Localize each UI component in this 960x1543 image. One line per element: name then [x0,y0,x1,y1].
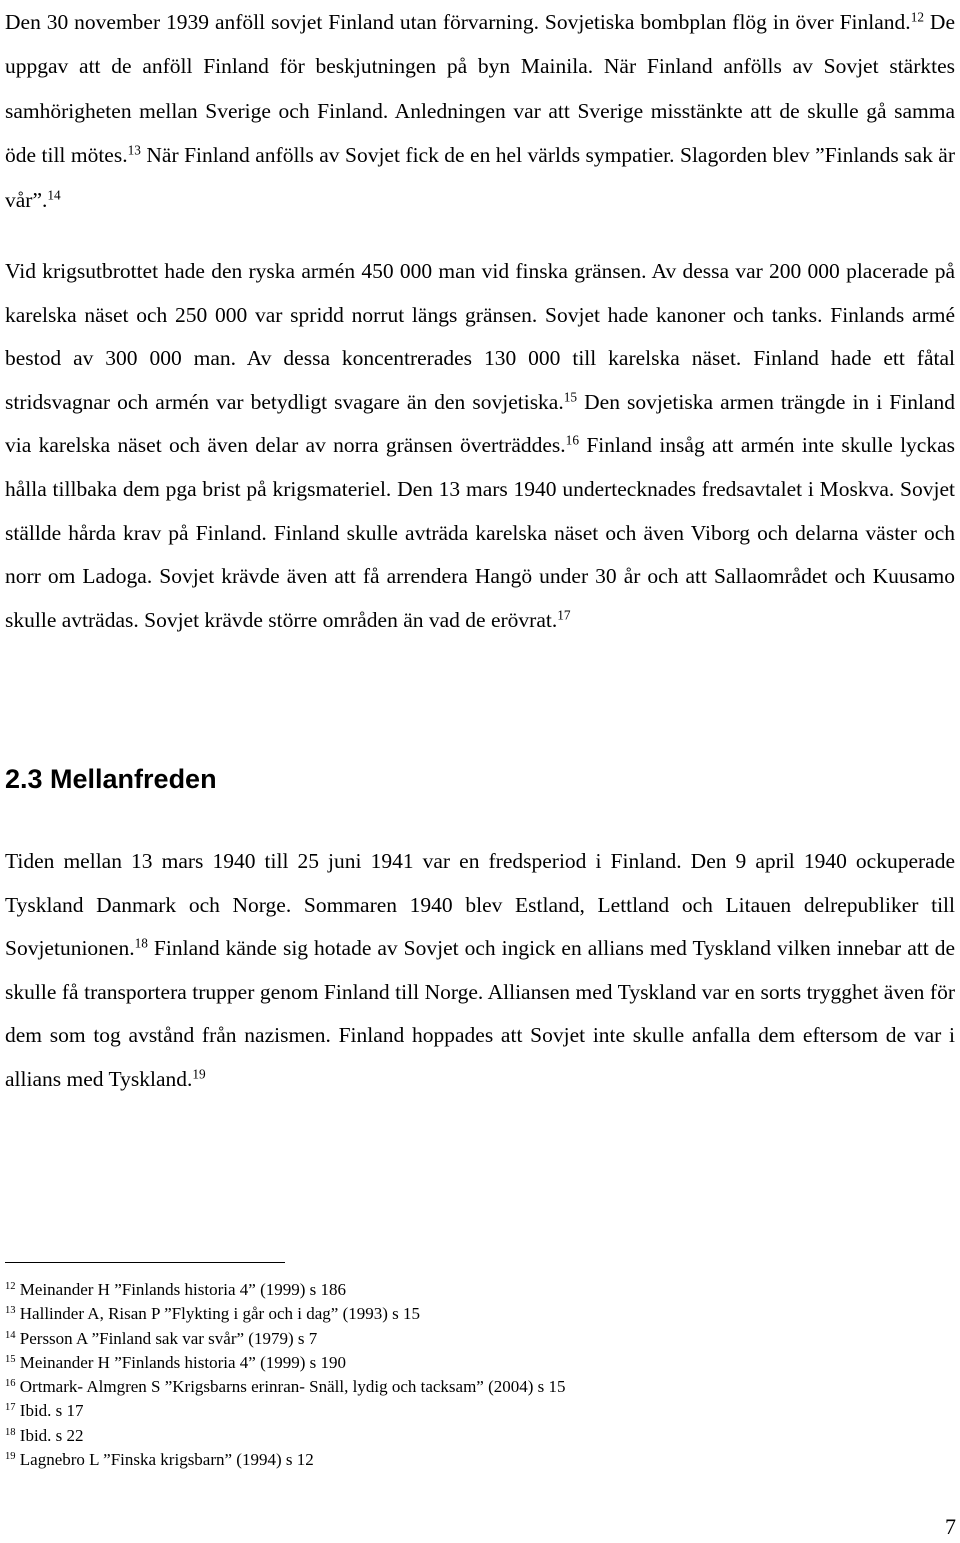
footnote-text: Hallinder A, Risan P ”Flykting i går och i dag” (1993) s 15 [15,1304,421,1324]
footnote-item [5,1375,566,1399]
footnote-divider [5,1262,285,1263]
page-number: 7 [945,1514,956,1539]
footnote-number: 13 [5,1305,16,1317]
footnote-number: 16 [5,1378,16,1390]
section-heading: 2.3 Mellanfreden [5,764,217,794]
footnote-ref: 17 [557,607,571,623]
footnote-number: 17 [5,1402,16,1414]
footnote-text: Meinander H ”Finlands historia 4” (1999) s 190 [15,1352,347,1372]
footnote-ref: 18 [134,935,148,951]
footnote-ref: 19 [192,1066,206,1082]
paragraph-text: När Finland anfölls av Sovjet fick de en hel världs sympatier. Slagorden blev ”Finlands sak är vår”. [5,143,956,212]
footnote-item [5,1399,566,1423]
paragraph-text: De uppgav att de anföll Finland för beskjutningen på byn Mainila. När Finland anfölls av Sovjet stärktes samhörigheten mellan Sverige och Finland. Anledningen var att Sverige misstänkte att de skulle gå samma öde till mötes. [5,10,956,168]
paragraph-text: Finland kände sig hotade av Sovjet och ingick en allians med Tyskland vilken innebar att de skulle få transportera trupper genom Finland till Norge. Alliansen med Tyskland var en sorts trygghet även för dem som tog avstånd från nazismen. Finland hoppades att Sovjet inte skulle anfalla dem eftersom de var i allians med Tyskland. [5,936,955,1091]
footnote-item [5,1448,566,1472]
footnote-item [5,1302,566,1326]
body-paragraph [5,840,955,1102]
footnote-ref: 16 [565,433,579,449]
footnote-text: Lagnebro L ”Finska krigsbarn” (1994) s 12 [15,1450,314,1470]
footnote-text: Ibid. s 22 [15,1425,84,1445]
paragraph-text: Tiden mellan 13 mars 1940 till 25 juni 1941 var en fredsperiod i Finland. Den 9 april 1940 ockuperade Tyskland Danmark och Norge. Sommaren 1940 blev Estland, Lettland och Litauen delrepubliker till Sovjetunionen. [5,849,955,961]
paragraph-text: Den 30 november 1939 anföll sovjet Finland utan förvarning. Sovjetiska bombplan flög in över Finland. [5,10,911,34]
footnote-list [5,1278,566,1472]
footnote-text: Ibid. s 17 [15,1401,84,1421]
footnote-item [5,1424,566,1448]
paragraph-text: Den sovjetiska armen trängde in i Finland via karelska näset och även delar av norra gränsen överträddes. [5,389,956,458]
footnote-ref: 14 [47,187,61,203]
footnote-item [5,1351,566,1375]
footnote-ref: 13 [127,142,141,158]
footnote-number: 14 [5,1329,16,1341]
footnote-item [5,1278,566,1302]
footnote-text: Ortmark- Almgren S ”Krigsbarns erinran- Snäll, lydig och tacksam” (2004) s 15 [15,1377,566,1397]
footnote-ref: 15 [563,389,578,405]
footnote-text: Persson A ”Finland sak var svår” (1979) s 7 [15,1328,318,1348]
footnote-number: 12 [5,1281,16,1293]
footnote-number: 19 [5,1451,16,1463]
body-paragraph [5,0,955,222]
footnote-number: 15 [5,1354,16,1366]
footnote-item [5,1327,566,1351]
body-paragraph [5,250,955,642]
footnote-ref: 12 [910,9,925,25]
paragraph-text: Finland insåg att armén inte skulle lyckas hålla tillbaka dem pga brist på krigsmateriel. Den 13 mars 1940 undertecknades fredsavtalet i Moskva. Sovjet ställde hårda krav på Finland. Finland skulle avträda karelska näset och även Viborg och delarna väster och norr om Ladoga. Sovjet krävde även att få arrendera Hangö under 30 år och att Sallaområdet och Kuusamo skulle avträdas. Sovjet krävde större områden än vad de erövrat. [5,433,955,632]
paragraph-text: Vid krigsutbrottet hade den ryska armén 450 000 man vid finska gränsen. Av dessa var 200 000 placerade på karelska näset och 250 000 var spridd norrut längs gränsen. Sovjet hade kanoner och tanks. Finlands armé bestod av 300 000 man. Av dessa koncentrerades 130 000 till karelska näset. Finland hade ett fåtal stridsvagnar och armén var betydligt svagare än den sovjetiska. [5,259,955,414]
footnote-text: Meinander H ”Finlands historia 4” (1999) s 186 [15,1280,347,1299]
footnote-number: 18 [5,1426,16,1438]
